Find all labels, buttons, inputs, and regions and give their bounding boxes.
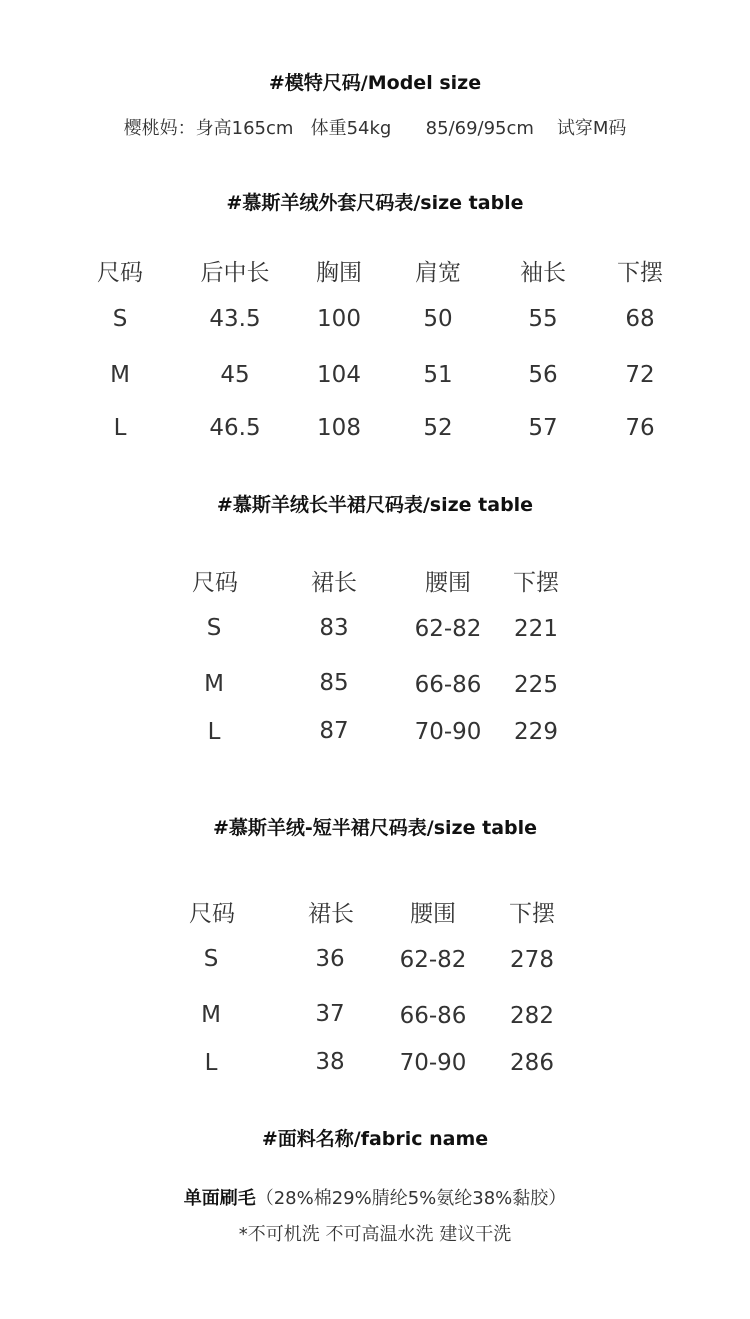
fabric-heading: #面料名称/fabric name — [261, 1128, 489, 1150]
table-cell: S — [206, 615, 222, 641]
table-cell: L — [207, 719, 221, 745]
table-cell: 229 — [514, 719, 558, 745]
table-cell: 68 — [625, 306, 655, 332]
table-cell: 52 — [423, 415, 453, 441]
header-chest: 胸围 — [316, 260, 362, 286]
short-skirt-table-heading: #慕斯羊绒-短半裙尺码表/size table — [212, 817, 538, 839]
header-skirt-length: 裙长 — [308, 901, 354, 927]
header-hem: 下摆 — [513, 570, 559, 596]
header-waist: 腰围 — [425, 570, 471, 596]
table-cell: S — [203, 946, 219, 972]
table-cell: M — [201, 1002, 221, 1028]
table-cell: 62-82 — [399, 947, 467, 973]
fabric-composition: （28%棉29%腈纶5%氨纶38%黏胶） — [255, 1188, 567, 1209]
table-cell: M — [204, 671, 224, 697]
table-cell: 56 — [528, 362, 558, 388]
table-cell: 36 — [315, 946, 345, 972]
table-cell: 221 — [514, 616, 558, 642]
table-cell: 108 — [317, 415, 361, 441]
table-cell: 55 — [528, 306, 558, 332]
table-cell: 57 — [528, 415, 558, 441]
header-back-length: 后中长 — [200, 260, 270, 286]
fabric-composition-line — [0, 1184, 750, 1210]
header-sleeve: 袖长 — [520, 260, 566, 286]
table-cell: 43.5 — [209, 306, 261, 332]
table-cell: 46.5 — [209, 415, 261, 441]
table-cell: 70-90 — [399, 1050, 467, 1076]
header-size: 尺码 — [192, 570, 238, 596]
table-cell: 72 — [625, 362, 655, 388]
table-cell: 51 — [423, 362, 453, 388]
header-skirt-length: 裙长 — [311, 570, 357, 596]
table-cell: 100 — [317, 306, 361, 332]
header-shoulder: 肩宽 — [415, 260, 461, 286]
table-cell: 66-86 — [399, 1003, 467, 1029]
table-cell: 70-90 — [414, 719, 482, 745]
table-cell: 38 — [315, 1049, 345, 1075]
header-size: 尺码 — [189, 901, 235, 927]
table-cell: L — [113, 415, 127, 441]
table-cell: S — [112, 306, 128, 332]
table-cell: 225 — [514, 672, 558, 698]
table-cell: 50 — [423, 306, 453, 332]
table-cell: 278 — [510, 947, 554, 973]
header-waist: 腰围 — [410, 901, 456, 927]
table-cell: 87 — [319, 718, 349, 744]
model-size-heading: #模特尺码/Model size — [268, 72, 482, 94]
table-cell: 62-82 — [414, 616, 482, 642]
care-instructions: *不可机洗 不可高温水洗 建议干洗 — [238, 1224, 512, 1245]
table-cell: 286 — [510, 1050, 554, 1076]
table-cell: 282 — [510, 1003, 554, 1029]
header-size: 尺码 — [97, 260, 143, 286]
table-cell: 85 — [319, 670, 349, 696]
table-cell: 76 — [625, 415, 655, 441]
fabric-name: 单面刷毛 — [183, 1188, 256, 1209]
table-cell: 66-86 — [414, 672, 482, 698]
header-hem: 下摆 — [617, 260, 663, 286]
coat-table-heading: #慕斯羊绒外套尺码表/size table — [226, 192, 524, 214]
table-cell: 45 — [220, 362, 250, 388]
long-skirt-table-heading: #慕斯羊绒长半裙尺码表/size table — [216, 494, 534, 516]
table-cell: L — [204, 1050, 218, 1076]
model-info: 樱桃妈：身高165cm 体重54kg 85/69/95cm 试穿M码 — [123, 118, 627, 139]
table-cell: M — [110, 362, 130, 388]
table-cell: 104 — [317, 362, 361, 388]
table-cell: 37 — [315, 1001, 345, 1027]
table-cell: 83 — [319, 615, 349, 641]
header-hem: 下摆 — [509, 901, 555, 927]
